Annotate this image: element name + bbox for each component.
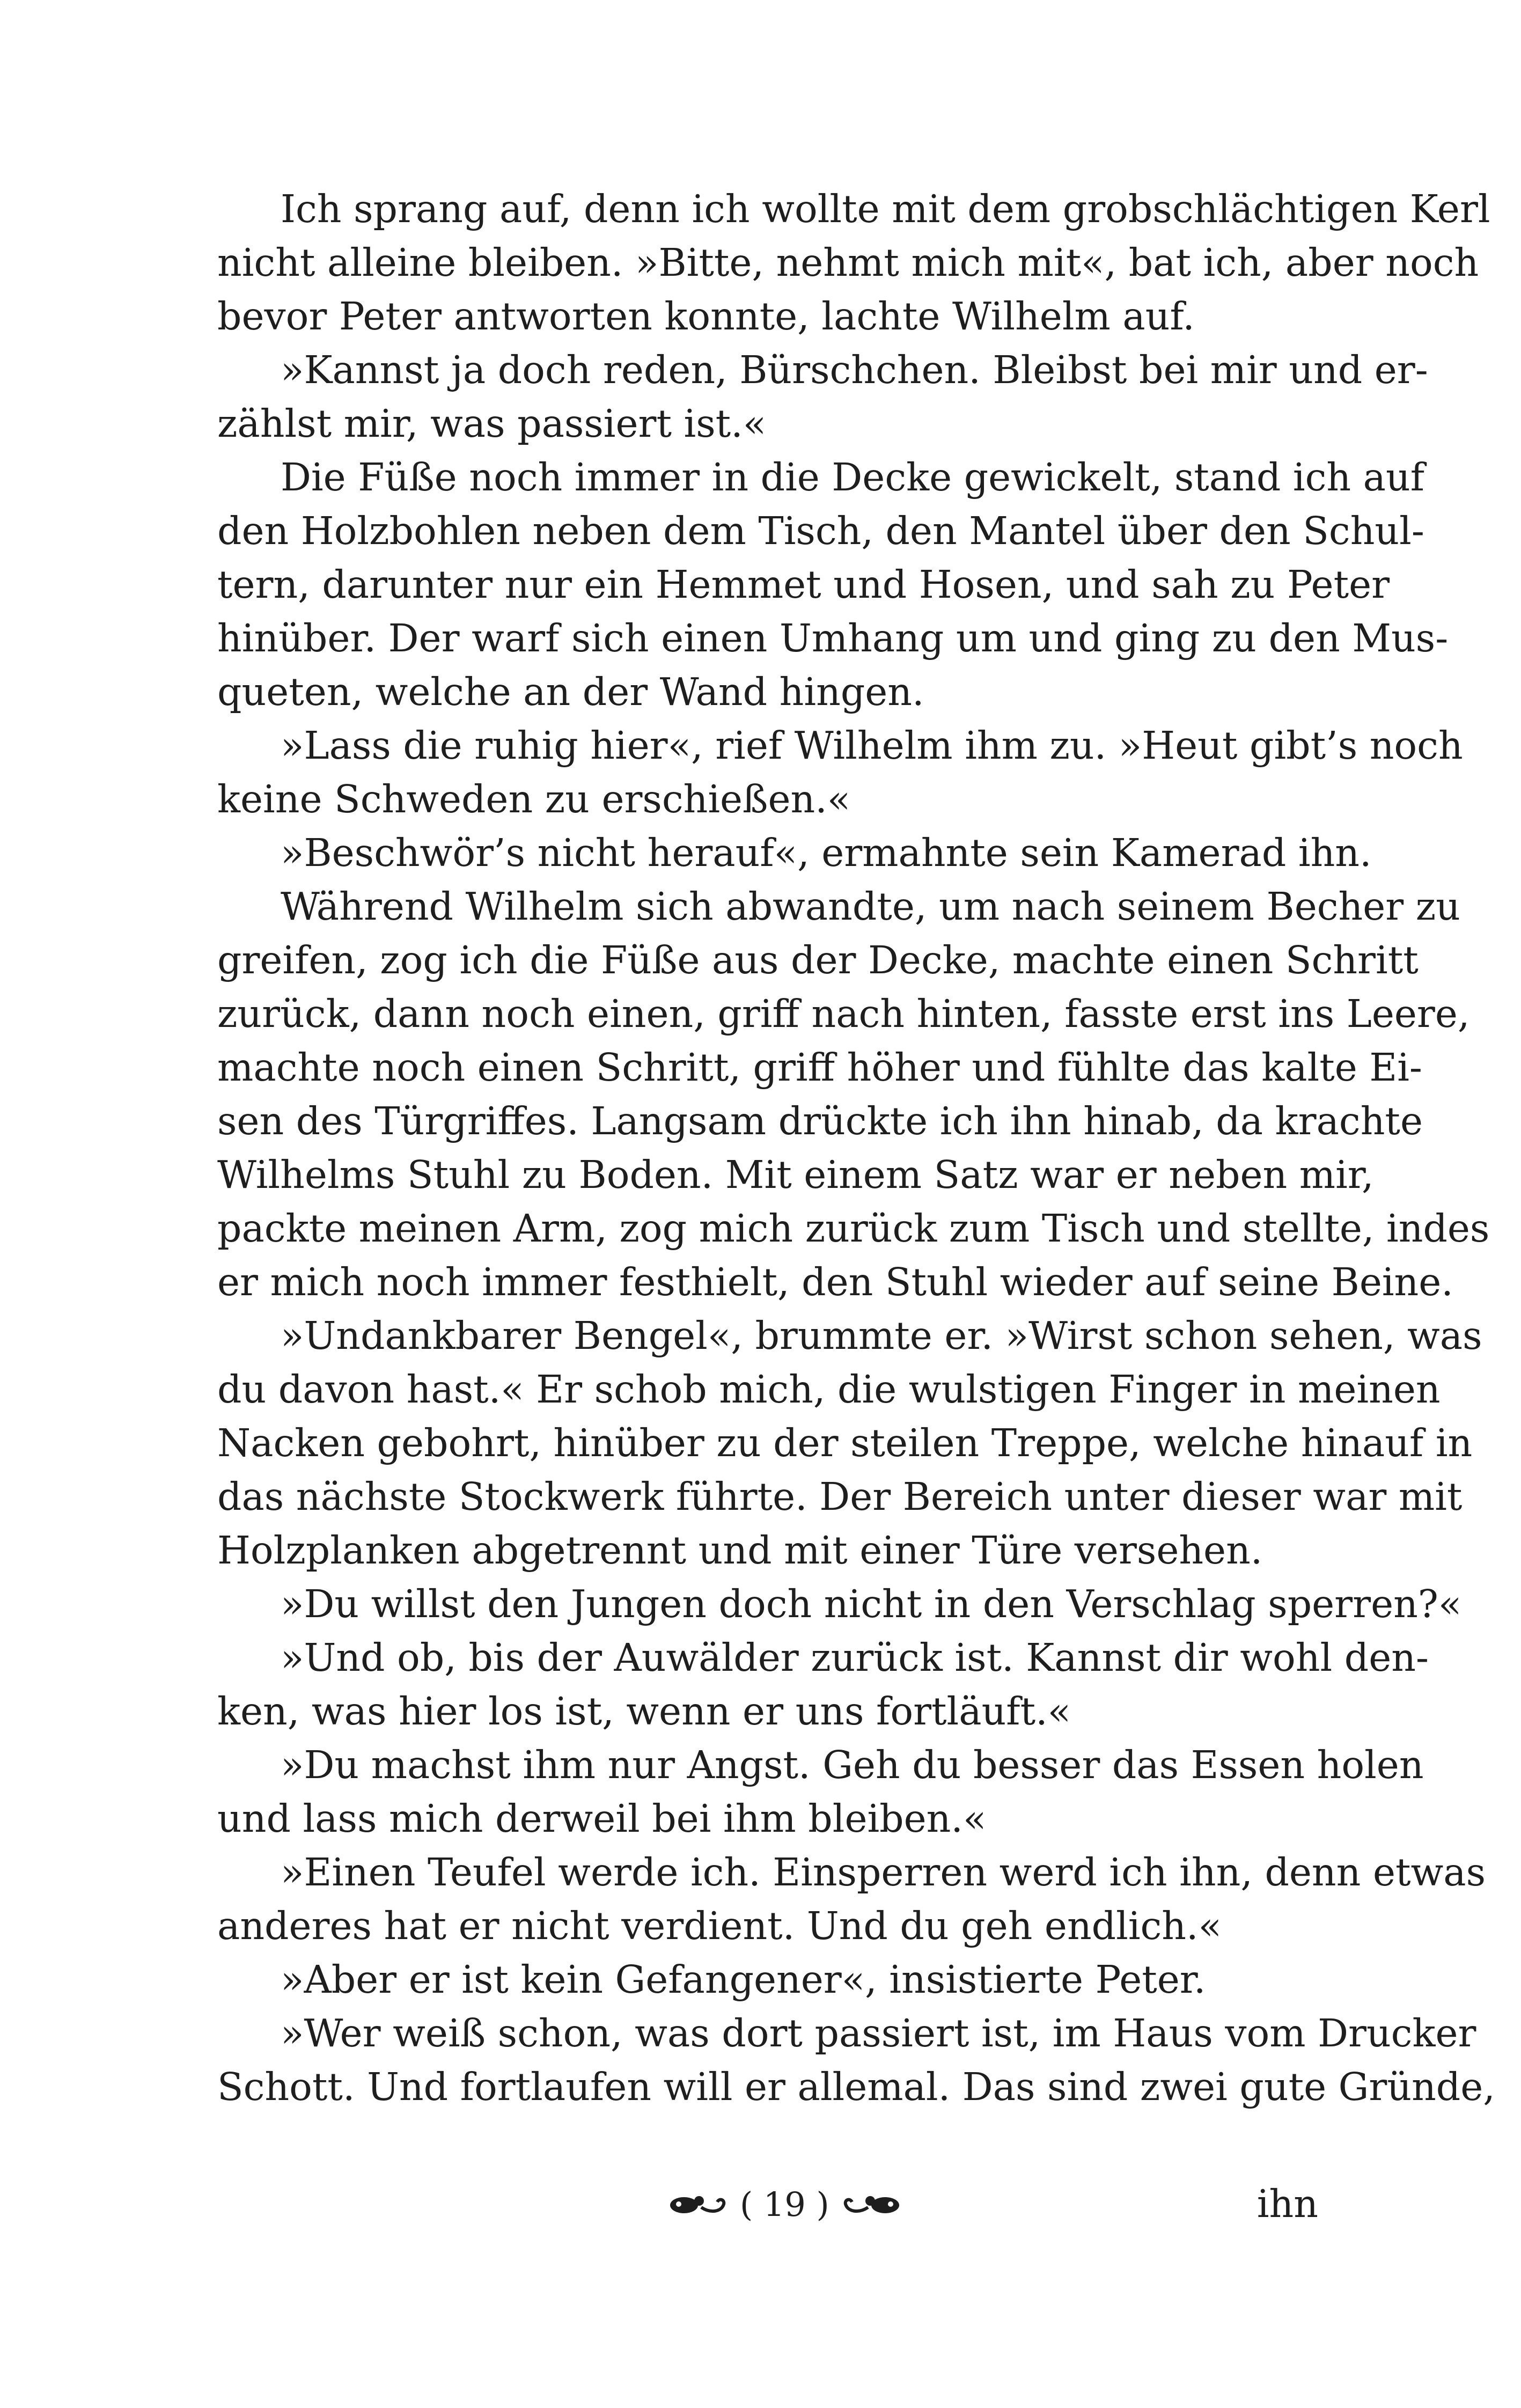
text-line: queten, welche an der Wand hingen. [217, 670, 924, 714]
text-line: »Du willst den Jungen doch nicht in den Verschlag sperren?« [281, 1582, 1462, 1626]
text-line: bevor Peter antworten konnte, lachte Wilhelm auf. [217, 294, 1195, 339]
text-line: Wilhelms Stuhl zu Boden. Mit einem Satz war er neben mir, [217, 1152, 1374, 1197]
text-line: greifen, zog ich die Füße aus der Decke, machte einen Schritt [217, 938, 1419, 982]
text-line: »Beschwör’s nicht herauf«, ermahnte sein Kamerad ihn. [281, 831, 1372, 875]
text-line: machte noch einen Schritt, griff höher und fühlte das kalte Ei- [217, 1045, 1422, 1090]
text-line: »Aber er ist kein Gefangener«, insistierte Peter. [281, 1957, 1206, 2002]
text-line: »Lass die ruhig hier«, rief Wilhelm ihm zu. »Heut gibt’s noch [281, 723, 1463, 768]
text-line: »Einen Teufel werde ich. Einsperren werd ich ihn, denn etwas [281, 1850, 1486, 1895]
page-number: ( 19 ) [740, 2184, 829, 2224]
text-line: anderes hat er nicht verdient. Und du geh endlich.« [217, 1904, 1222, 1948]
text-line: Holzplanken abgetrennt und mit einer Türe versehen. [217, 1528, 1263, 1573]
text-line: »Und ob, bis der Auwälder zurück ist. Kannst dir wohl den- [281, 1635, 1429, 1680]
text-line: packte meinen Arm, zog mich zurück zum Tisch und stellte, indes [217, 1206, 1490, 1251]
text-line: Schott. Und fortlaufen will er allemal. Das sind zwei gute Gründe, [217, 2065, 1495, 2109]
text-line: ken, was hier los ist, wenn er uns fortläuft.« [217, 1689, 1071, 1734]
text-line: sen des Türgriffes. Langsam drückte ich ihn hinab, da krachte [217, 1099, 1423, 1143]
fleuron-left-icon [668, 2188, 732, 2220]
text-line: zurück, dann noch einen, griff nach hinten, fasste erst ins Leere, [217, 992, 1470, 1036]
text-line: du davon hast.« Er schob mich, die wulstigen Finger in meinen [217, 1367, 1441, 1412]
text-line: Ich sprang auf, denn ich wollte mit dem grobschlächtigen Kerl [281, 187, 1490, 231]
text-line: nicht alleine bleiben. »Bitte, nehmt mich mit«, bat ich, aber noch [217, 240, 1479, 285]
text-line: tern, darunter nur ein Hemmet und Hosen, und sah zu Peter [217, 562, 1390, 607]
text-line: »Wer weiß schon, was dort passiert ist, im Haus vom Drucker [281, 2011, 1476, 2055]
text-line: »Du machst ihm nur Angst. Geh du besser das Essen holen [281, 1743, 1424, 1787]
text-line: Nacken gebohrt, hinüber zu der steilen Treppe, welche hinauf in [217, 1421, 1473, 1465]
text-line: den Holzbohlen neben dem Tisch, den Mantel über den Schul- [217, 509, 1424, 553]
text-line: »Kannst ja doch reden, Bürschchen. Bleibst bei mir und er- [281, 348, 1428, 392]
text-line: keine Schweden zu erschießen.« [217, 777, 851, 821]
body-text [217, 182, 1495, 2114]
text-line: und lass mich derweil bei ihm bleiben.« [217, 1796, 987, 1841]
fleuron-right-icon [837, 2188, 901, 2220]
text-line: hinüber. Der warf sich einen Umhang um und ging zu den Mus- [217, 616, 1449, 660]
text-line: Die Füße noch immer in die Decke gewickelt, stand ich auf [281, 455, 1424, 500]
text-line: er mich noch immer festhielt, den Stuhl wieder auf seine Beine. [217, 1260, 1453, 1304]
folio [668, 2177, 901, 2231]
page-footer [0, 2177, 1521, 2231]
text-line: zählst mir, was passiert ist.« [217, 401, 767, 446]
catchword: ihn [1257, 2182, 1318, 2226]
text-line: Während Wilhelm sich abwandte, um nach seinem Becher zu [281, 884, 1460, 929]
text-line: das nächste Stockwerk führte. Der Bereich unter dieser war mit [217, 1474, 1463, 1519]
text-line: »Undankbarer Bengel«, brummte er. »Wirst schon sehen, was [281, 1313, 1482, 1358]
